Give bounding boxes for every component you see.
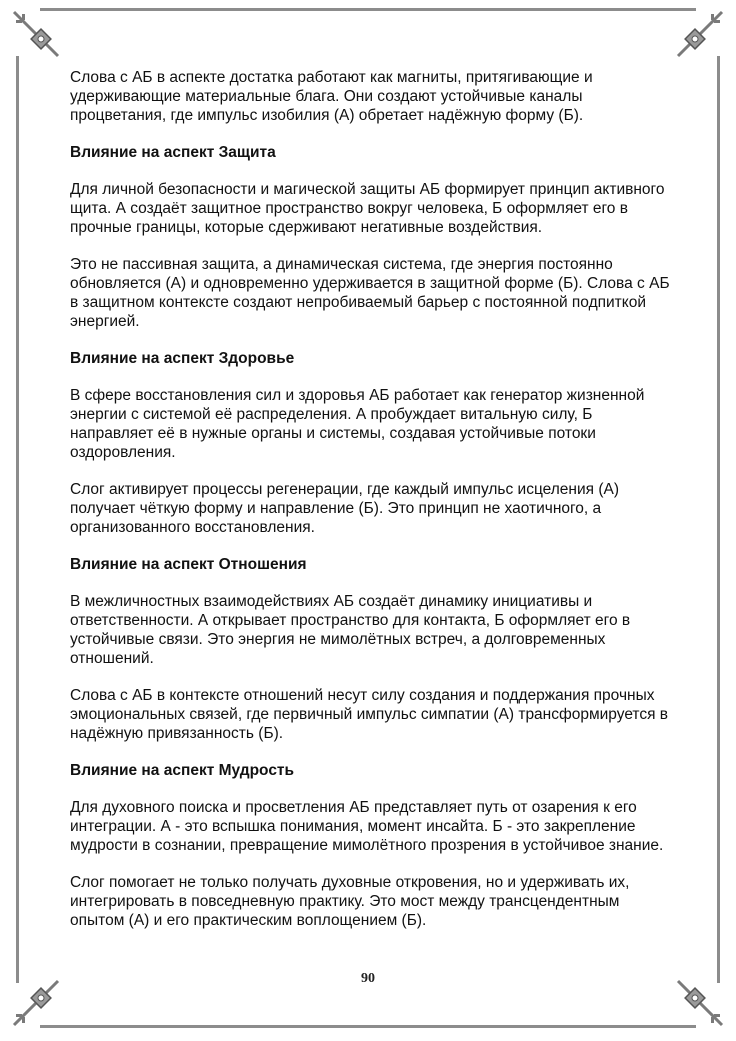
frame-top-border bbox=[40, 8, 696, 11]
body-paragraph: В сфере восстановления сил и здоровья АБ работает как генератор жизненной энергии с системой её распределения. А пробуждает витальную силу, Б направляет её в нужные органы и системы, создавая устойчивые потоки оздоровления. bbox=[70, 387, 645, 461]
frame-right-border bbox=[717, 56, 720, 983]
body-paragraph: Слова с АБ в аспекте достатка работают как магниты, притягивающие и удерживающие материальные блага. Они создают устойчивые каналы процветания, где импульс изобилия (А) обретает надёжную форму (Б). bbox=[70, 69, 593, 124]
page-body bbox=[70, 68, 678, 930]
body-paragraph: Слова с АБ в контексте отношений несут силу создания и поддержания прочных эмоциональных связей, где первичный импульс симпатии (А) трансформируется в надёжную привязанность (Б). bbox=[70, 687, 669, 742]
body-paragraph: Это не пассивная защита, а динамическая система, где энергия постоянно обновляется (А) и одновременно удерживается в защитной форме (Б). Слова с АБ в защитном контексте создают непробиваемый барьер с постоянной подпиткой энергией. bbox=[70, 256, 670, 330]
page-number: 90 bbox=[361, 971, 375, 986]
frame-left-border bbox=[16, 56, 19, 983]
section-heading-wisdom: Влияние на аспект Мудрость bbox=[70, 762, 295, 779]
body-paragraph: Для духовного поиска и просветления АБ представляет путь от озарения к его интеграции. А - это вспышка понимания, момент инсайта. Б - это закрепление мудрости в сознании, превращение мимолётного прозрения в устойчивое знание. bbox=[70, 799, 664, 854]
body-paragraph: Для личной безопасности и магической защиты АБ формирует принцип активного щита. А создаёт защитное пространство вокруг человека, Б оформляет его в прочные границы, которые сдерживают негативные воздействия. bbox=[70, 181, 665, 236]
body-paragraph: В межличностных взаимодействиях АБ создаёт динамику инициативы и ответственности. А открывает пространство для контакта, Б оформляет его в устойчивые связи. Это энергия не мимолётных встреч, а долговременных отношений. bbox=[70, 593, 631, 667]
corner-ornament-icon bbox=[674, 8, 726, 60]
body-paragraph: Слог активирует процессы регенерации, где каждый импульс исцеления (А) получает чёткую форму и направление (Б). Это принцип не хаотичного, а организованного восстановления. bbox=[70, 481, 620, 536]
corner-ornament-icon bbox=[10, 8, 62, 60]
section-heading-health: Влияние на аспект Здоровье bbox=[70, 350, 295, 367]
frame-bottom-border bbox=[40, 1025, 696, 1028]
body-paragraph: Слог помогает не только получать духовные откровения, но и удерживать их, интегрировать в повседневную практику. Это мост между трансцендентным опытом (А) и его практическим воплощением (Б). bbox=[70, 874, 630, 929]
section-heading-protection: Влияние на аспект Защита bbox=[70, 144, 276, 161]
section-heading-relationships: Влияние на аспект Отношения bbox=[70, 556, 307, 573]
